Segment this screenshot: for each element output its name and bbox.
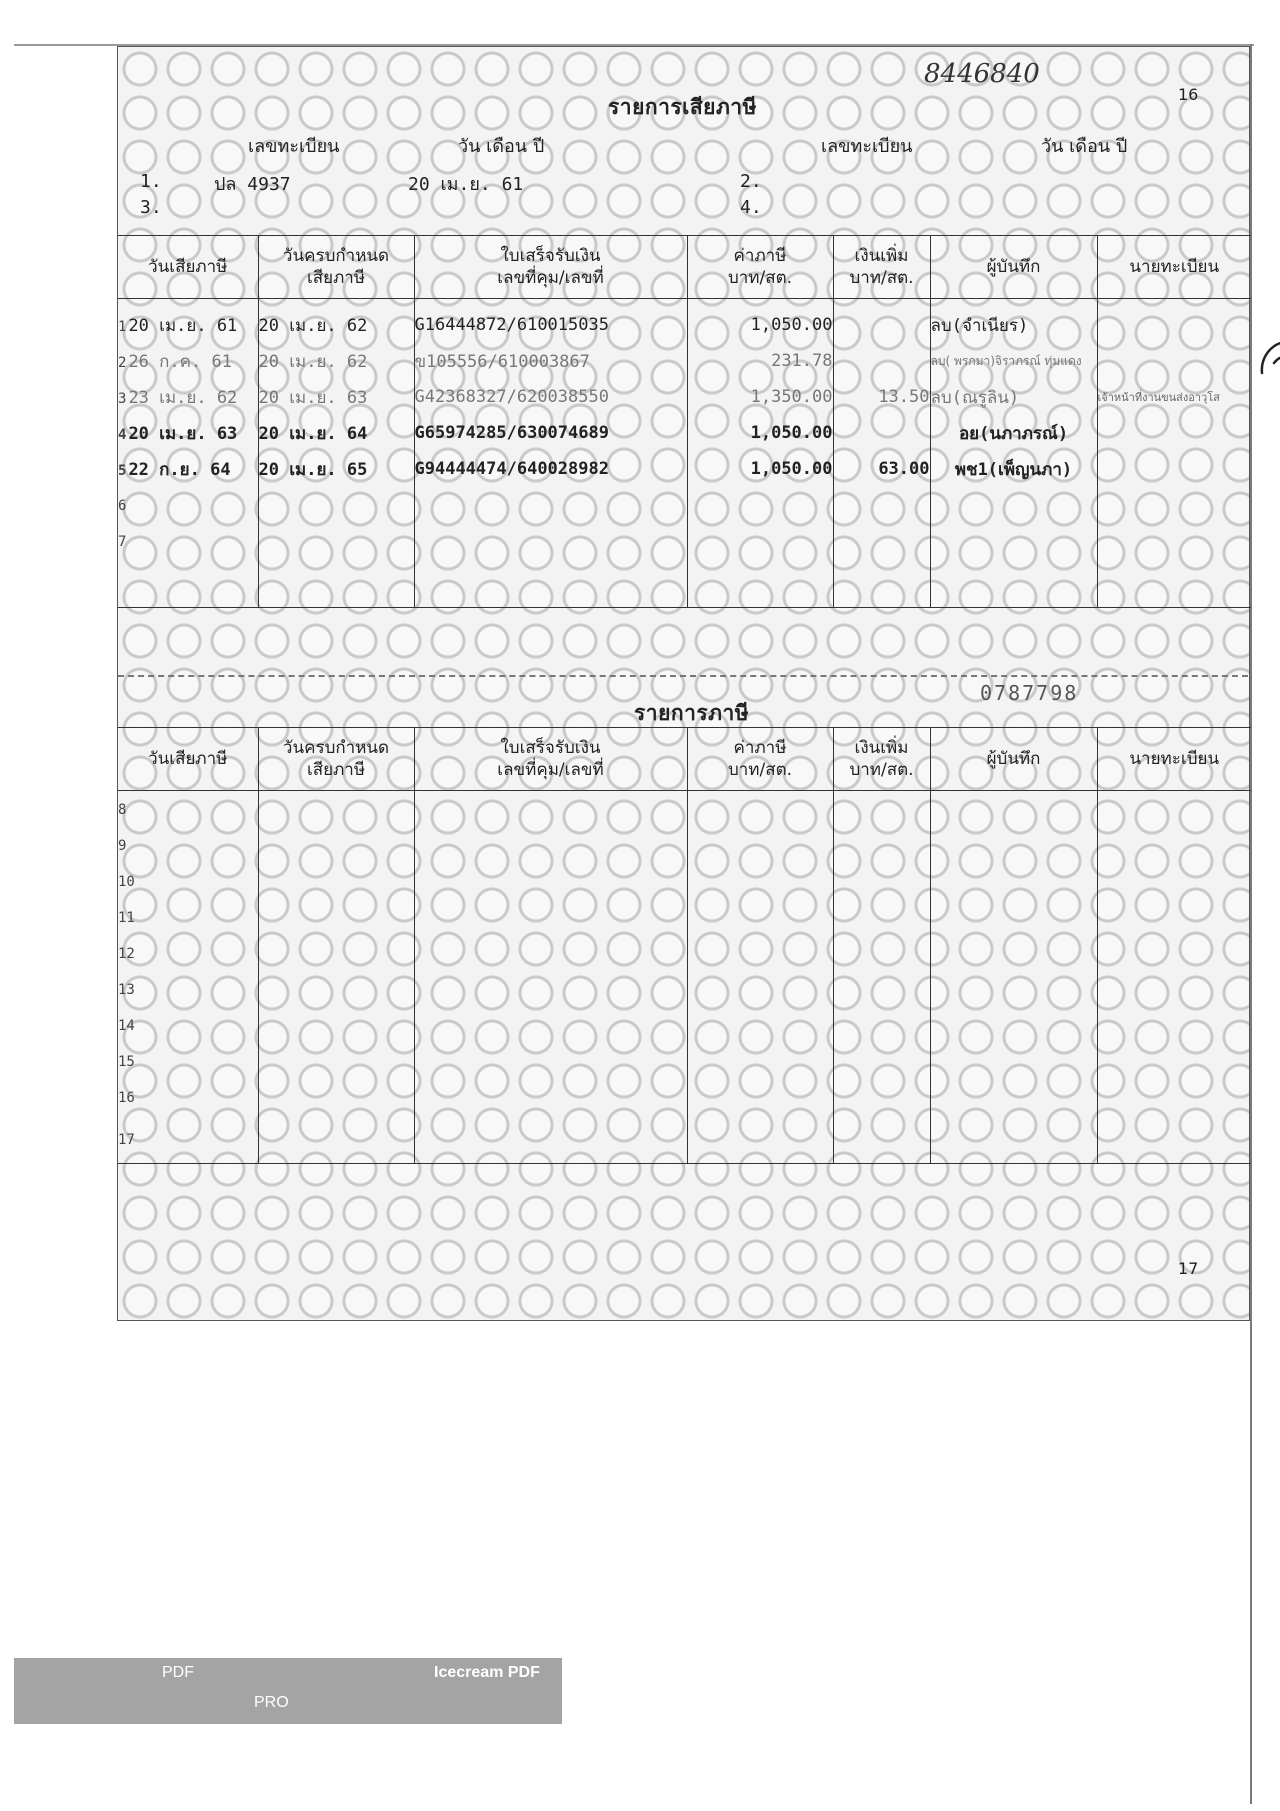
table-cell (687, 971, 833, 1007)
tax-paid-table (118, 235, 1251, 608)
cell-recorder: ลบ(จำเนียร) (930, 299, 1097, 344)
table-cell (930, 791, 1097, 828)
cell-tax: 1,350.00 (687, 379, 833, 415)
table-cell (833, 971, 930, 1007)
table-cell (118, 1043, 258, 1079)
table-cell (687, 863, 833, 899)
table-cell (118, 971, 258, 1007)
table-row (118, 451, 1251, 487)
table-cell (118, 863, 258, 899)
table-row (118, 415, 1251, 451)
cell-due-date: 20 เม.ย. 62 (258, 299, 414, 344)
header-reg-label: เลขทะเบียน (248, 136, 340, 157)
table-cell (930, 1007, 1097, 1043)
row-number: 15 (118, 1054, 135, 1070)
table-cell (1097, 1079, 1251, 1115)
table-cell (414, 935, 687, 971)
table-cell (687, 1007, 833, 1043)
watermark-text-left: PDF (162, 1664, 194, 1681)
table-row (118, 935, 1251, 971)
cell-due-date: 20 เม.ย. 62 (258, 343, 414, 379)
cell-recorder (930, 523, 1097, 607)
row-number: 10 (118, 874, 135, 890)
cell-tax: 1,050.00 (687, 451, 833, 487)
table-row (118, 971, 1251, 1007)
cell-extra (833, 299, 930, 344)
table-cell (118, 791, 258, 828)
table-cell (833, 827, 930, 863)
cell-extra: 13.50 (833, 379, 930, 415)
col-due-date: วันครบกำหนด เสียภาษี (258, 728, 414, 791)
page-number-top: 16 (1178, 85, 1199, 104)
table-header-row (118, 728, 1251, 791)
table-cell (258, 1079, 414, 1115)
table-row (118, 791, 1251, 828)
handwritten-number: 8446840 (924, 59, 1040, 89)
table-cell (930, 899, 1097, 935)
watermark-text-bottom: PRO (254, 1694, 289, 1711)
table-cell (833, 791, 930, 828)
header-reg-label-2: เลขทะเบียน (821, 136, 913, 157)
cell-recorder: อย(นภาภรณ์) (930, 415, 1097, 451)
table-cell (258, 1007, 414, 1043)
table-cell (414, 1043, 687, 1079)
table-cell (414, 827, 687, 863)
cell-due-date: 20 เม.ย. 64 (258, 415, 414, 451)
col-registrar: นายทะเบียน (1097, 728, 1251, 791)
cell-due-date (258, 487, 414, 523)
cell-extra (833, 523, 930, 607)
table-cell (833, 1043, 930, 1079)
cell-tax (687, 523, 833, 607)
table-header-row (118, 236, 1251, 299)
table-row (118, 1007, 1251, 1043)
serial-number: 0787798 (980, 681, 1079, 705)
table-cell (930, 935, 1097, 971)
table-cell (833, 935, 930, 971)
entry-num: 4. (740, 197, 762, 218)
cell-recorder: ลบ(ณรูลิน) (930, 379, 1097, 415)
table-cell (687, 827, 833, 863)
cell-tax: 1,050.00 (687, 415, 833, 451)
cell-pay-date: 5 22 ก.ย. 64 (118, 451, 258, 487)
table-cell (118, 935, 258, 971)
cell-receipt (414, 523, 687, 607)
cell-recorder: ลบ( พรกมา)จิราภรณ์ ทุ่มแดง (930, 343, 1097, 379)
entry-reg: ปล 4937 (214, 174, 291, 195)
cell-pay-date: 3 23 เม.ย. 62 (118, 379, 258, 415)
cell-receipt: G42368327/620038550 (414, 379, 687, 415)
table-cell (687, 1079, 833, 1115)
cell-due-date: 20 เม.ย. 63 (258, 379, 414, 415)
table-cell (1097, 863, 1251, 899)
row-number: 9 (118, 838, 127, 854)
table-row (118, 1079, 1251, 1115)
cell-tax: 1,050.00 (687, 299, 833, 344)
signature-mark (1256, 333, 1280, 387)
table-cell (414, 1115, 687, 1163)
table-row (118, 343, 1251, 379)
table-cell (414, 1007, 687, 1043)
table-row (118, 1115, 1251, 1163)
table-cell (1097, 1007, 1251, 1043)
row-number: 14 (118, 1018, 135, 1034)
cell-extra (833, 415, 930, 451)
table-cell (118, 899, 258, 935)
table-cell (1097, 971, 1251, 1007)
table-cell (833, 1007, 930, 1043)
watermark-text-right: Icecream PDF (434, 1664, 540, 1681)
cell-registrar (1097, 451, 1251, 487)
cell-registrar: เจ้าหน้าที่งานขนส่งอาวุโส (1097, 379, 1251, 415)
col-pay-date: วันเสียภาษี (118, 236, 258, 299)
section-title-tax-paid: รายการเสียภาษี (608, 95, 757, 119)
table-cell (118, 1007, 258, 1043)
table-row (118, 1043, 1251, 1079)
table-row (118, 863, 1251, 899)
cell-receipt: G65974285/630074689 (414, 415, 687, 451)
cell-receipt: G16444872/610015035 (414, 299, 687, 344)
col-registrar: นายทะเบียน (1097, 236, 1251, 299)
table-cell (687, 1115, 833, 1163)
perforation-line (118, 675, 1248, 677)
col-extra: เงินเพิ่ม บาท/สต. (833, 728, 930, 791)
table-cell (414, 791, 687, 828)
cell-extra (833, 487, 930, 523)
row-number: 8 (118, 802, 127, 818)
table-row (118, 487, 1251, 523)
table-cell (414, 863, 687, 899)
cell-registrar (1097, 487, 1251, 523)
row-number: 17 (118, 1131, 135, 1148)
table-row (118, 827, 1251, 863)
cell-recorder: พช1(เพ็ญนภา) (930, 451, 1097, 487)
cell-registrar (1097, 415, 1251, 451)
entry-num: 2. (740, 171, 762, 192)
cell-pay-date: 6 (118, 487, 258, 523)
table-cell (1097, 1115, 1251, 1163)
cell-registrar (1097, 523, 1251, 607)
cell-pay-date: 7 (118, 523, 258, 607)
cell-receipt: G94444474/640028982 (414, 451, 687, 487)
cell-extra (833, 343, 930, 379)
cell-pay-date: 2 26 ก.ค. 61 (118, 343, 258, 379)
table-cell (833, 863, 930, 899)
col-due-date: วันครบกำหนด เสียภาษี (258, 236, 414, 299)
header-date-label-2: วัน เดือน ปี (1041, 136, 1128, 157)
col-recorder: ผู้บันทึก (930, 728, 1097, 791)
col-pay-date: วันเสียภาษี (118, 728, 258, 791)
table-cell (118, 1079, 258, 1115)
table-cell (930, 971, 1097, 1007)
table-cell (687, 935, 833, 971)
table-cell (258, 935, 414, 971)
table-row (118, 523, 1251, 607)
watermark-badge (14, 1658, 562, 1724)
table-cell (414, 899, 687, 935)
entry-date: 20 เม.ย. 61 (408, 174, 524, 195)
table-cell (258, 971, 414, 1007)
col-receipt: ใบเสร็จรับเงิน เลขที่คุม/เลขที่ (414, 236, 687, 299)
table-cell (930, 1079, 1097, 1115)
col-recorder: ผู้บันทึก (930, 236, 1097, 299)
table-cell (833, 899, 930, 935)
row-number: 16 (118, 1090, 135, 1106)
table-cell (833, 1115, 930, 1163)
row-number: 12 (118, 946, 135, 962)
table-cell (258, 1043, 414, 1079)
tax-record-form (117, 46, 1250, 1321)
row-number: 13 (118, 982, 135, 998)
table-cell (687, 899, 833, 935)
cell-tax (687, 487, 833, 523)
table-cell (687, 791, 833, 828)
table-cell (930, 1115, 1097, 1163)
table-cell (118, 1115, 258, 1163)
table-cell (118, 827, 258, 863)
cell-registrar (1097, 343, 1251, 379)
table-cell (1097, 935, 1251, 971)
table-cell (414, 1079, 687, 1115)
table-cell (1097, 827, 1251, 863)
section-title-tax-list: รายการภาษี (634, 701, 750, 725)
tax-list-table (118, 727, 1251, 1164)
row-number: 11 (118, 910, 135, 926)
cell-registrar (1097, 299, 1251, 344)
col-tax: ค่าภาษี บาท/สต. (687, 728, 833, 791)
table-cell (258, 791, 414, 828)
col-tax: ค่าภาษี บาท/สต. (687, 236, 833, 299)
table-cell (1097, 791, 1251, 828)
table-cell (1097, 899, 1251, 935)
cell-recorder (930, 487, 1097, 523)
table-cell (1097, 1043, 1251, 1079)
table-cell (930, 827, 1097, 863)
col-extra: เงินเพิ่ม บาท/สต. (833, 236, 930, 299)
table-row (118, 299, 1251, 344)
cell-pay-date: 1 20 เม.ย. 61 (118, 299, 258, 344)
table-cell (258, 827, 414, 863)
table-cell (687, 1043, 833, 1079)
table-cell (930, 863, 1097, 899)
table-cell (258, 863, 414, 899)
cell-extra: 63.00 (833, 451, 930, 487)
table-row (118, 379, 1251, 415)
page-number-bottom: 17 (1178, 1259, 1199, 1278)
table-cell (258, 899, 414, 935)
table-row (118, 899, 1251, 935)
table-cell (833, 1079, 930, 1115)
entry-num: 3. (140, 197, 162, 218)
cell-receipt (414, 487, 687, 523)
table-cell (414, 971, 687, 1007)
cell-due-date: 20 เม.ย. 65 (258, 451, 414, 487)
cell-due-date (258, 523, 414, 607)
cell-pay-date: 4 20 เม.ย. 63 (118, 415, 258, 451)
cell-tax: 231.78 (687, 343, 833, 379)
col-receipt: ใบเสร็จรับเงิน เลขที่คุม/เลขที่ (414, 728, 687, 791)
header-date-label: วัน เดือน ปี (458, 136, 545, 157)
table-cell (258, 1115, 414, 1163)
entry-num: 1. (140, 171, 162, 192)
cell-receipt: ข105556/610003867 (414, 343, 687, 379)
table-cell (930, 1043, 1097, 1079)
